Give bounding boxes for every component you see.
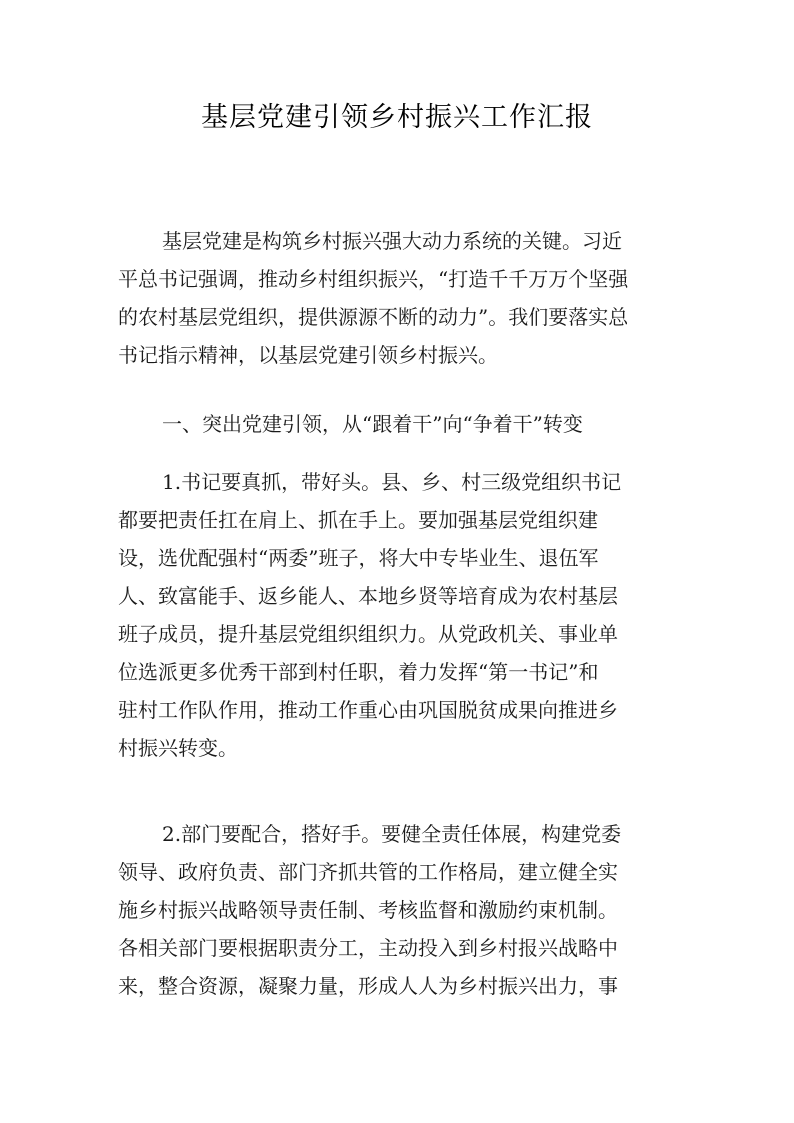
section-heading [118,405,664,443]
paragraph-line: 设，选优配强村“两委”班子，将大中专毕业生、退伍军 [118,546,599,570]
paragraph-line: 书记指示精神，以基层党建引领乡村振兴。 [118,343,498,367]
paragraph-line: 基层党建是构筑乡村振兴强大动力系统的关键。习近 [162,229,622,253]
paragraph-line: 领导、政府负责、部门齐抓共管的工作格局，建立健全实 [118,860,618,884]
paragraph-line: 施乡村振兴战略领导责任制、考核监督和激励约束机制。 [118,898,618,922]
intro-paragraph [118,222,664,374]
paragraph-line: 班子成员，提升基层党组织组织力。从党政机关、事业单 [118,622,618,646]
paragraph-line: 2.部门要配合，搭好手。要健全责任体展，构建党委 [162,822,622,846]
paragraph-line: 村振兴转变。 [118,736,238,760]
item-1-paragraph [118,463,664,767]
paragraph-line: 来，整合资源，凝聚力量，形成人人为乡村振兴出力，事 [118,974,618,998]
item-2-paragraph [118,815,664,1005]
paragraph-line: 的农村基层党组织，提供源源不断的动力”。我们要落实总 [118,305,629,329]
paragraph-line: 平总书记强调，推动乡村组织振兴，“打造千千万万个坚强 [118,267,629,291]
section-heading-text: 一、突出党建引领，从“跟着干”向“争着干”转变 [162,412,583,436]
paragraph-line: 人、致富能手、返乡能人、本地乡贤等培育成为农村基层 [118,584,618,608]
paragraph-line: 位选派更多优秀干部到村任职，着力发挥“第一书记”和 [118,660,599,684]
paragraph-line: 都要把责任扛在肩上、抓在手上。要加强基层党组织建 [118,508,598,532]
paragraph-line: 各相关部门要根据职责分工，主动投入到乡村报兴战略中 [118,936,618,960]
paragraph-line: 1.书记要真抓，带好头。县、乡、村三级党组织书记 [162,470,622,494]
document-title: 基层党建引领乡村振兴工作汇报 [201,102,593,133]
paragraph-line: 驻村工作队作用，推动工作重心由巩国脱贫成果向推进乡 [118,698,618,722]
